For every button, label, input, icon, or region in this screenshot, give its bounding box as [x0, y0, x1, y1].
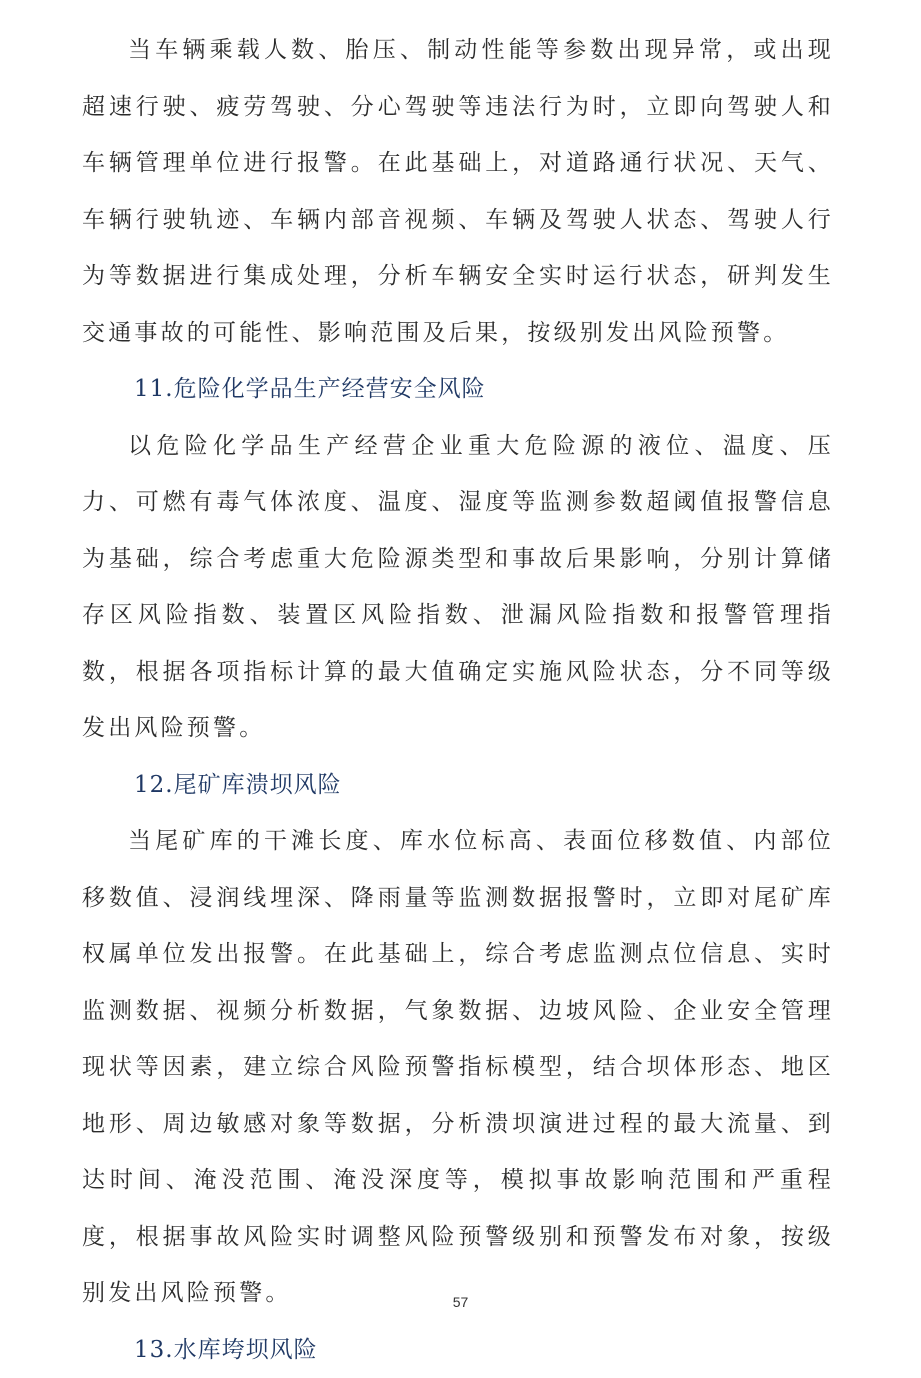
section-heading-13: 13.水库垮坝风险: [82, 1322, 834, 1378]
document-body: [82, 22, 834, 1378]
section-heading-12: 12.尾矿库溃坝风险: [82, 757, 834, 814]
paragraph-tailings-dam: 当尾矿库的干滩长度、库水位标高、表面位移数值、内部位移数值、浸润线埋深、降雨量等监测数据报警时，立即对尾矿库权属单位发出报警。在此基础上，综合考虑监测点位信息、实时监测数据、视频分析数据，气象数据、边坡风险、企业安全管理现状等因素，建立综合风险预警指标模型，结合坝体形态、地区地形、周边敏感对象等数据，分析溃坝演进过程的最大流量、到达时间、淹没范围、淹没深度等，模拟事故影响范围和严重程度，根据事故风险实时调整风险预警级别和预警发布对象，按级别发出风险预警。: [82, 813, 834, 1322]
paragraph-hazardous-chemicals: 以危险化学品生产经营企业重大危险源的液位、温度、压力、可燃有毒气体浓度、温度、湿度等监测参数超阈值报警信息为基础，综合考虑重大危险源类型和事故后果影响，分别计算储存区风险指数、装置区风险指数、泄漏风险指数和报警管理指数，根据各项指标计算的最大值确定实施风险状态，分不同等级发出风险预警。: [82, 418, 834, 757]
paragraph-vehicle-risk: 当车辆乘载人数、胎压、制动性能等参数出现异常，或出现超速行驶、疲劳驾驶、分心驾驶等违法行为时，立即向驾驶人和车辆管理单位进行报警。在此基础上，对道路通行状况、天气、车辆行驶轨迹、车辆内部音视频、车辆及驾驶人状态、驾驶人行为等数据进行集成处理，分析车辆安全实时运行状态，研判发生交通事故的可能性、影响范围及后果，按级别发出风险预警。: [82, 22, 834, 361]
page-number: 57: [0, 1294, 921, 1310]
section-heading-11: 11.危险化学品生产经营安全风险: [82, 361, 834, 418]
